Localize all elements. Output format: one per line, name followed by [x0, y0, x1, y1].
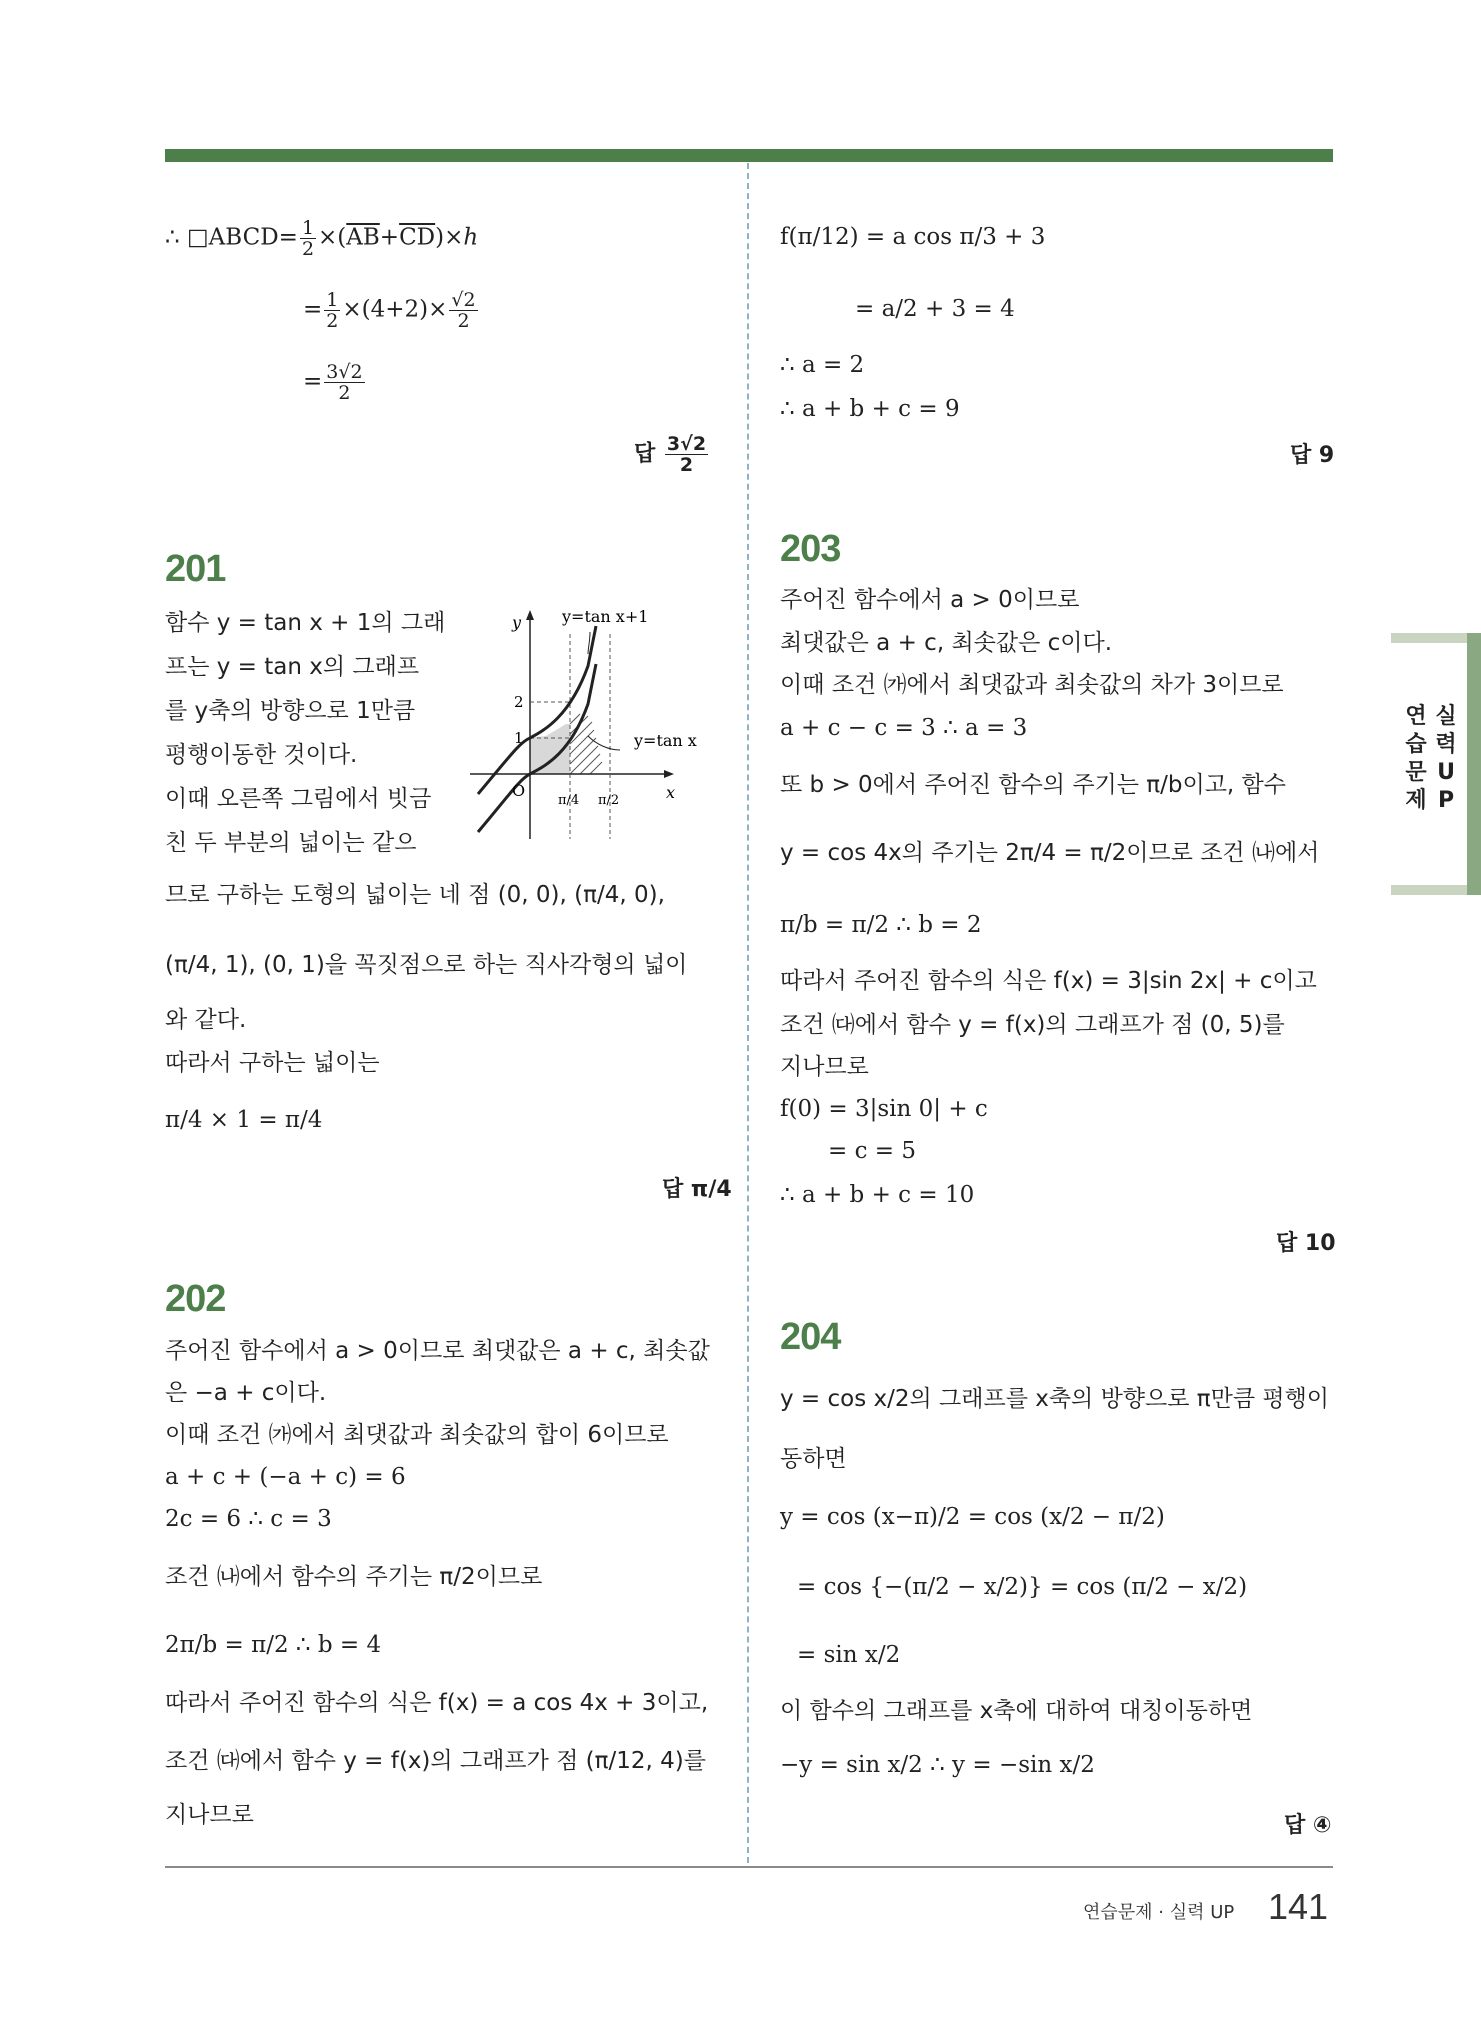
solution-line: ∴ a = 2 [780, 352, 865, 378]
hatch-lines [570, 714, 602, 774]
text-line: a + c + (−a + c) = 6 [165, 1464, 406, 1490]
problem-number: 204 [780, 1316, 841, 1358]
text-line: 주어진 함수에서 a > 0이므로 [780, 587, 1080, 613]
text-line: y = cos 4x의 주기는 2π/4 = π/2이므로 조건 ㈏에서 [780, 840, 1320, 866]
text-line: 따라서 주어진 함수의 식은 f(x) = a cos 4x + 3이고, [165, 1690, 709, 1716]
text-line: 프는 y = tan x의 그래프 [165, 654, 420, 680]
text-line: 지나므로 [165, 1802, 254, 1828]
solution-line: f(π/12) = a cos π/3 + 3 [780, 224, 1046, 250]
page-number: 141 [1268, 1886, 1329, 1927]
text-line: 은 −a + c이다. [165, 1380, 327, 1406]
bottom-rule [165, 1866, 1333, 1868]
curve-label: y=tan x [634, 731, 697, 750]
side-tab-label-2: 실 력 U P [1435, 704, 1457, 813]
answer-label: 답 10 [1276, 1231, 1336, 1256]
tick-label: 1 [514, 729, 524, 747]
text-line: = c = 5 [828, 1138, 916, 1164]
text-line: a + c − c = 3 ∴ a = 3 [780, 715, 1028, 741]
solution-line: ∴ □ABCD= $\frac{1}{2}$ $\times(\overline{AB}+\overline{CD})\times h$ [165, 217, 479, 260]
problem-number: 201 [165, 548, 226, 590]
text-line: 2π/b = π/2 ∴ b = 4 [165, 1632, 382, 1658]
curve-label: y=tan x+1 [562, 607, 649, 626]
origin-label: O [512, 781, 526, 800]
text-line: ∴ a + b + c = 10 [780, 1182, 975, 1208]
answer-label: 답 π/4 [662, 1177, 732, 1202]
text-line: 이때 오른쪽 그림에서 빗금 [165, 786, 432, 812]
text-line: y = cos (x−π)/2 = cos (x/2 − π/2) [780, 1504, 1165, 1530]
top-accent-bar [165, 149, 1333, 162]
text-line: 를 y축의 방향으로 1만큼 [165, 698, 416, 724]
text-line: 최댓값은 a + c, 최솟값은 c이다. [780, 630, 1113, 656]
text-line: −y = sin x/2 ∴ y = −sin x/2 [780, 1752, 1095, 1778]
x-axis-label: x [666, 783, 676, 802]
text-line: (π/4, 1), (0, 1)을 꼭짓점으로 하는 직사각형의 넓이 [165, 952, 688, 978]
tick-label: π/4 [558, 793, 580, 808]
tick-label: 2 [514, 693, 524, 711]
text-line: 조건 ㈐에서 함수 y = f(x)의 그래프가 점 (0, 5)를 [780, 1012, 1285, 1038]
solution-line: = $\frac{1}{2}$ ×(4+2)× $\frac{√2}{2}$ [303, 289, 476, 332]
text-line: π/b = π/2 ∴ b = 2 [780, 912, 982, 938]
text-line: 따라서 구하는 넓이는 [165, 1050, 380, 1076]
solution-line: = $\frac{3√2}{2}$ [303, 361, 363, 404]
tick-label: π/2 [598, 793, 620, 808]
text-line: 와 같다. [165, 1007, 247, 1033]
solution-line: = a/2 + 3 = 4 [855, 296, 1015, 322]
answer-label: 답 9 [1290, 443, 1335, 468]
text-line: 따라서 주어진 함수의 식은 f(x) = 3|sin 2x| + c이고 [780, 968, 1317, 994]
footer-section-label: 연습문제 · 실력 UP [1083, 1902, 1235, 1923]
text-line: 이 함수의 그래프를 x축에 대하여 대칭이동하면 [780, 1698, 1253, 1724]
answer-label: 답 ④ [1284, 1813, 1332, 1838]
text-line: = sin x/2 [797, 1642, 901, 1668]
y-axis-arrow [526, 610, 534, 620]
text-line: y = cos x/2의 그래프를 x축의 방향으로 π만큼 평행이 [780, 1386, 1330, 1412]
answer-label: 답 $\frac{3√2}{2}$ [634, 433, 707, 476]
y-axis-label: y [512, 613, 522, 632]
text-line: 또 b > 0에서 주어진 함수의 주기는 π/b이고, 함수 [780, 772, 1286, 798]
text-line: f(0) = 3|sin 0| + c [780, 1096, 988, 1122]
text-line: 이때 조건 ㈎에서 최댓값과 최솟값의 차가 3이므로 [780, 672, 1284, 698]
text-line: 동하면 [780, 1446, 847, 1472]
solution-line: ∴ a + b + c = 9 [780, 396, 960, 422]
text-line: = cos {−(π/2 − x/2)} = cos (π/2 − x/2) [797, 1574, 1248, 1600]
problem-number: 203 [780, 528, 841, 570]
x-axis-arrow [664, 770, 674, 778]
section-side-tab[interactable] [1391, 633, 1481, 895]
text-line: 평행이동한 것이다. [165, 742, 358, 768]
text-line: 친 두 부분의 넓이는 같으 [165, 830, 417, 856]
text-line: 조건 ㈏에서 함수의 주기는 π/2이므로 [165, 1564, 543, 1590]
text-line: π/4 × 1 = π/4 [165, 1107, 323, 1133]
text-line: 2c = 6 ∴ c = 3 [165, 1506, 332, 1532]
text-line: 므로 구하는 도형의 넓이는 네 점 (0, 0), (π/4, 0), [165, 882, 665, 908]
text-line: 조건 ㈐에서 함수 y = f(x)의 그래프가 점 (π/12, 4)를 [165, 1748, 706, 1774]
problem-number: 202 [165, 1278, 226, 1320]
tan-graph [470, 604, 730, 844]
text-line: 이때 조건 ㈎에서 최댓값과 최솟값의 합이 6이므로 [165, 1422, 669, 1448]
text-line: 주어진 함수에서 a > 0이므로 최댓값은 a + c, 최솟값 [165, 1338, 710, 1364]
text-line: 지나므로 [780, 1054, 869, 1080]
side-tab-label-1: 연 습 문 제 [1405, 704, 1427, 813]
column-divider [747, 163, 749, 1863]
text-line: 함수 y = tan x + 1의 그래 [165, 610, 446, 636]
